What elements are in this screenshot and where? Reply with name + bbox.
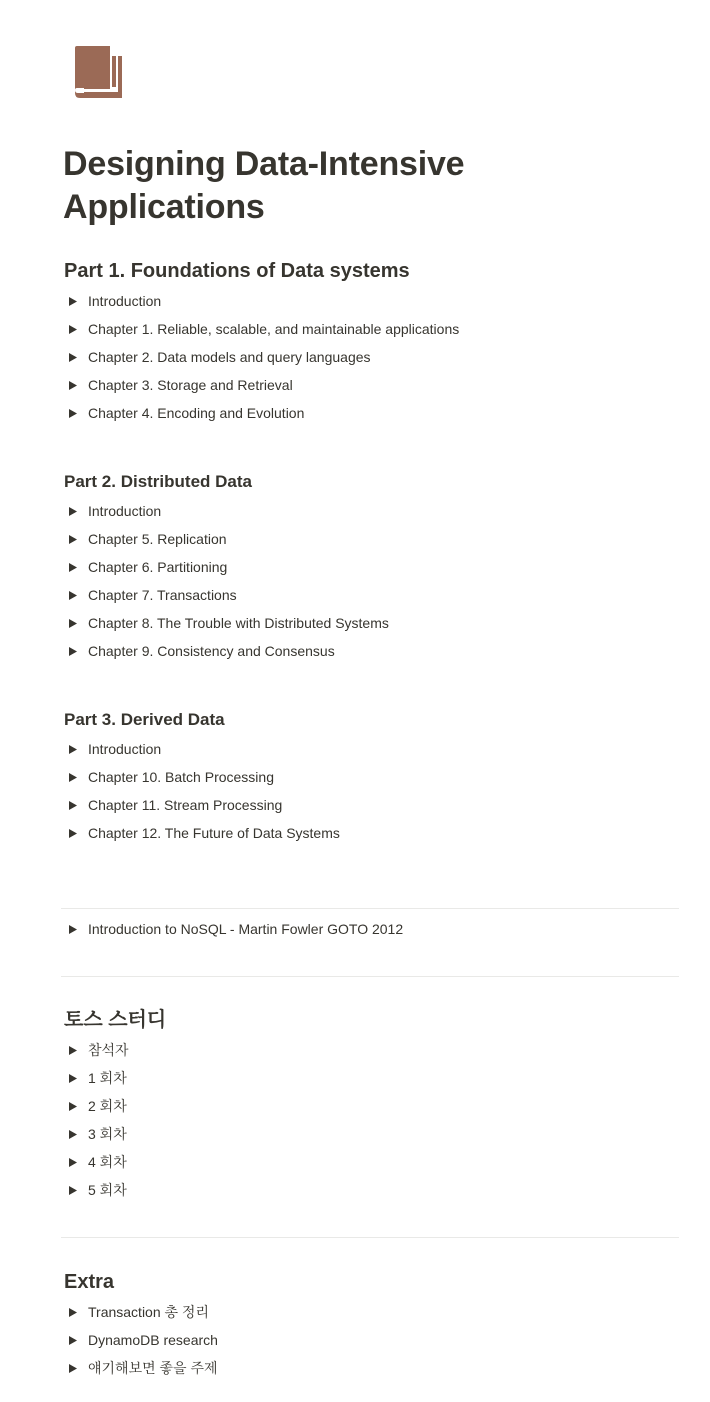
toggle-label: Chapter 10. Batch Processing bbox=[88, 769, 274, 785]
toggle-arrow-icon[interactable] bbox=[64, 1364, 88, 1373]
standalone-list bbox=[64, 915, 403, 943]
toggle-label: Chapter 4. Encoding and Evolution bbox=[88, 405, 305, 421]
toggle-chapter-12[interactable] bbox=[64, 819, 340, 847]
toss-study-list bbox=[64, 1036, 129, 1204]
toggle-session-5[interactable] bbox=[64, 1176, 129, 1204]
toggle-label: Introduction bbox=[88, 741, 162, 757]
toggle-label: Introduction bbox=[88, 503, 162, 519]
toggle-chapter-7[interactable] bbox=[64, 581, 389, 609]
toggle-chapter-2[interactable] bbox=[64, 343, 459, 371]
toggle-arrow-icon[interactable] bbox=[64, 591, 88, 600]
toggle-arrow-icon[interactable] bbox=[64, 353, 88, 362]
part-2-list bbox=[64, 497, 389, 665]
toggle-session-3[interactable] bbox=[64, 1120, 129, 1148]
toggle-label: 1 회차 bbox=[88, 1070, 127, 1086]
toggle-chapter-4[interactable] bbox=[64, 399, 459, 427]
heading-extra: Extra bbox=[64, 1271, 115, 1293]
toggle-chapter-1[interactable] bbox=[64, 315, 459, 343]
toggle-arrow-icon[interactable] bbox=[64, 925, 88, 934]
toggle-arrow-icon[interactable] bbox=[64, 1308, 88, 1317]
divider bbox=[61, 976, 679, 977]
toggle-part2-introduction[interactable] bbox=[64, 497, 389, 525]
toggle-arrow-icon[interactable] bbox=[64, 1158, 88, 1167]
toggle-session-4[interactable] bbox=[64, 1148, 129, 1176]
toggle-transaction-summary[interactable] bbox=[64, 1298, 218, 1326]
toggle-chapter-9[interactable] bbox=[64, 637, 389, 665]
toggle-part3-introduction[interactable] bbox=[64, 735, 340, 763]
toggle-arrow-icon[interactable] bbox=[64, 1074, 88, 1083]
toggle-label: Transaction 총 정리 bbox=[88, 1304, 209, 1320]
toggle-arrow-icon[interactable] bbox=[64, 297, 88, 306]
toggle-arrow-icon[interactable] bbox=[64, 745, 88, 754]
toggle-label: 얘기해보면 좋을 주제 bbox=[88, 1360, 218, 1376]
toggle-chapter-11[interactable] bbox=[64, 791, 340, 819]
toggle-label: DynamoDB research bbox=[88, 1332, 218, 1348]
toggle-arrow-icon[interactable] bbox=[64, 1102, 88, 1111]
toggle-label: 5 회차 bbox=[88, 1182, 127, 1198]
toggle-arrow-icon[interactable] bbox=[64, 1130, 88, 1139]
toggle-label: Chapter 6. Partitioning bbox=[88, 559, 228, 575]
toggle-arrow-icon[interactable] bbox=[64, 619, 88, 628]
toggle-session-1[interactable] bbox=[64, 1064, 129, 1092]
toggle-chapter-8[interactable] bbox=[64, 609, 389, 637]
toggle-arrow-icon[interactable] bbox=[64, 409, 88, 418]
toggle-arrow-icon[interactable] bbox=[64, 1336, 88, 1345]
heading-part-2: Part 2. Distributed Data bbox=[64, 472, 252, 491]
toggle-chapter-5[interactable] bbox=[64, 525, 389, 553]
toggle-arrow-icon[interactable] bbox=[64, 563, 88, 572]
toggle-label: Introduction to NoSQL - Martin Fowler GOTO 2012 bbox=[88, 921, 404, 937]
heading-part-3: Part 3. Derived Data bbox=[64, 710, 225, 729]
divider bbox=[61, 1237, 679, 1238]
toggle-label: Chapter 3. Storage and Retrieval bbox=[88, 377, 293, 393]
extra-list bbox=[64, 1298, 218, 1382]
toggle-discussion-topics[interactable] bbox=[64, 1354, 218, 1382]
toggle-label: 2 회차 bbox=[88, 1098, 127, 1114]
toggle-chapter-3[interactable] bbox=[64, 371, 459, 399]
toggle-arrow-icon[interactable] bbox=[64, 801, 88, 810]
divider bbox=[61, 908, 679, 909]
toggle-chapter-6[interactable] bbox=[64, 553, 389, 581]
toggle-arrow-icon[interactable] bbox=[64, 829, 88, 838]
toggle-label: Chapter 11. Stream Processing bbox=[88, 797, 283, 813]
toggle-arrow-icon[interactable] bbox=[64, 1186, 88, 1195]
heading-part-1: Part 1. Foundations of Data systems bbox=[64, 260, 410, 282]
toggle-label: Chapter 9. Consistency and Consensus bbox=[88, 643, 335, 659]
toggle-nosql-talk[interactable] bbox=[64, 915, 403, 943]
book-icon[interactable] bbox=[74, 46, 124, 100]
toggle-label: Chapter 1. Reliable, scalable, and maintainable applications bbox=[88, 321, 460, 337]
heading-toss-study: 토스 스터디 bbox=[64, 1009, 167, 1031]
toggle-label: 참석자 bbox=[88, 1042, 129, 1058]
toggle-label: Chapter 2. Data models and query languages bbox=[88, 349, 371, 365]
toggle-arrow-icon[interactable] bbox=[64, 647, 88, 656]
toggle-arrow-icon[interactable] bbox=[64, 325, 88, 334]
toggle-arrow-icon[interactable] bbox=[64, 535, 88, 544]
toggle-session-2[interactable] bbox=[64, 1092, 129, 1120]
toggle-label: Chapter 7. Transactions bbox=[88, 587, 237, 603]
toggle-label: Chapter 5. Replication bbox=[88, 531, 227, 547]
toggle-part1-introduction[interactable] bbox=[64, 287, 459, 315]
toggle-arrow-icon[interactable] bbox=[64, 773, 88, 782]
toggle-attendees[interactable] bbox=[64, 1036, 129, 1064]
part-1-list bbox=[64, 287, 459, 427]
toggle-label: Introduction bbox=[88, 293, 162, 309]
toggle-label: Chapter 12. The Future of Data Systems bbox=[88, 825, 340, 841]
toggle-dynamodb-research[interactable] bbox=[64, 1326, 218, 1354]
toggle-label: 3 회차 bbox=[88, 1126, 127, 1142]
toggle-arrow-icon[interactable] bbox=[64, 1046, 88, 1055]
toggle-label: 4 회차 bbox=[88, 1154, 127, 1170]
toggle-label: Chapter 8. The Trouble with Distributed Systems bbox=[88, 615, 389, 631]
part-3-list bbox=[64, 735, 340, 847]
toggle-arrow-icon[interactable] bbox=[64, 381, 88, 390]
page-title: Designing Data-Intensive Applications bbox=[63, 145, 465, 226]
toggle-arrow-icon[interactable] bbox=[64, 507, 88, 516]
toggle-chapter-10[interactable] bbox=[64, 763, 340, 791]
